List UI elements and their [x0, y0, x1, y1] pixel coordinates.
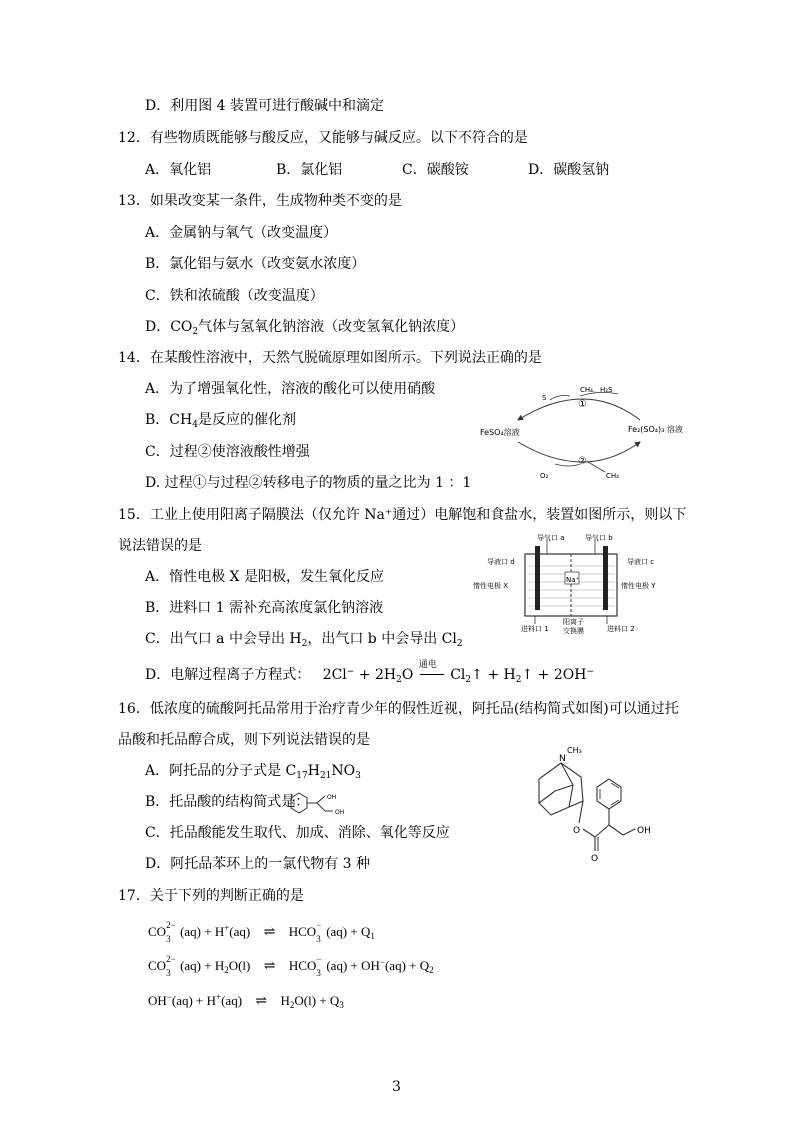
membrane-label-2: 交换膜 [563, 627, 584, 635]
outlet-b-label: 导气口 b [585, 534, 613, 542]
q11-option-d: D．利用图 4 装置可进行酸碱中和滴定 [145, 98, 385, 114]
q15-option-d: D．电解过程离子方程式： $2Cl^- + 2H_2O$ 通电 $Cl_2↑$ + $H_2↑ + 2OH^-$ [145, 663, 594, 689]
step2-label: ② [578, 456, 587, 467]
q15-option-a: A．惰性电极 X 是阳极，发生氧化反应 [145, 569, 384, 585]
electrolysis-condition: 通电 [418, 660, 437, 670]
top-reactants: CH₄、H₂S [580, 386, 613, 394]
q14-option-a: A．为了增强氧化性，溶液的酸化可以使用硝酸 [145, 381, 436, 397]
atropine-n: N [559, 754, 566, 764]
q16-option-d: D．阿托品苯环上的一氯代物有 3 种 [145, 856, 371, 872]
equilibrium-arrow: ⇌ [263, 959, 276, 974]
q13-stem: 13．如果改变某一条件，生成物种类不变的是 [118, 193, 402, 209]
q16-stem-line1: 16．低浓度的硫酸阿托品常用于治疗青少年的假性近视，阿托品(结构简式如图)可以通过托 [118, 701, 679, 717]
bottom-right-curve [588, 462, 605, 472]
tropic-acid-structure [283, 786, 363, 822]
equilibrium-arrow: ⇌ [263, 925, 276, 940]
left-species: FeSO₄溶液 [480, 428, 520, 437]
q17-equation-3: OH−(aq) + H+(aq) ⇌ $H_2O(l) + Q_3$ [148, 992, 344, 1010]
liquid-outlet-c-label: 导液口 c [627, 558, 655, 566]
desulfurization-cycle-diagram [480, 380, 690, 480]
q14-option-d: D. 过程①与过程②转移电子的物质的量之比为 1 ：1 [145, 475, 472, 491]
tropic-acid-oh-2: OH [335, 809, 345, 816]
q14-option-b: B．$CH_4$是反应的催化剂 [145, 412, 296, 430]
q13-option-a: A．金属钠与氧气（改变温度） [145, 225, 338, 241]
membrane-label-1: 阳离子 [563, 618, 584, 626]
q13-option-b: B．氯化铝与氨水（改变氨水浓度） [145, 256, 366, 272]
q12-option-c: C．碳酸铵 [402, 162, 469, 178]
q16-option-c: C．托品酸能发生取代、加成、消除、氧化等反应 [145, 825, 450, 841]
outlet-a-label: 导气口 a [537, 534, 565, 542]
q17-equation-2: CO 2− 3 $(aq) + H_2O(l)$ ⇌ HCO − 3 $(aq) + OH^-(aq) + Q_2$ [148, 954, 434, 978]
page-number: 3 [392, 1079, 401, 1095]
atropine-oh: OH [637, 826, 651, 836]
q16-option-b: B．托品酸的结构简式是： [145, 794, 310, 810]
atropine-ch3: CH₃ [567, 746, 582, 755]
inlet-1-label: 进料口 1 [521, 625, 549, 633]
q15-option-b: B．进料口 1 需补充高浓度氯化钠溶液 [145, 600, 384, 616]
q14-stem: 14．在某酸性溶液中，天然气脱硫原理如图所示。下列说法正确的是 [118, 350, 542, 366]
electrode-y-label: 惰性电极 Y [621, 582, 656, 590]
q14-option-c: C．过程②使溶液酸性增强 [145, 444, 310, 460]
electrode-x [535, 546, 540, 610]
right-species: Fe₂(SO₄)₃ 溶液 [628, 425, 683, 434]
liquid-outlet-d-label: 导液口 d [487, 558, 515, 566]
sodium-ion: Na⁺ [566, 576, 580, 584]
q12-option-a: A．氧化铝 [145, 162, 212, 178]
q16-option-a: A．阿托品的分子式是 $C_{17}H_{21}NO_3$ [145, 763, 361, 781]
atropine-ester-o: O [573, 826, 581, 836]
q15-option-c: C．出气口 a 中会导出 $H_2$，出气口 b 中会导出 $Cl_2$ [145, 631, 463, 649]
q13-option-c: C．铁和浓硫酸（改变温度） [145, 288, 324, 304]
top-left-curve [550, 396, 570, 401]
electrode-x-label: 惰性电极 X [473, 582, 509, 590]
q17-equation-1: CO 2− 3 (aq) + H+(aq) ⇌ HCO − 3 $(aq) + Q_1$ [148, 920, 375, 944]
electrolysis-cell-diagram [473, 532, 687, 636]
bottom-reactant: O₂ [540, 472, 549, 480]
bottom-product: CH₄ [606, 472, 619, 480]
q15-stem-line1: 15．工业上使用阳离子隔膜法（仅允许 Na⁺通过）电解饱和食盐水，装置如图所示，则以下 [118, 507, 687, 523]
q12-option-b: B．氯化铝 [276, 162, 343, 178]
step1-label: ① [578, 399, 587, 410]
q16-stem-line2: 品酸和托品醇合成，则下列说法错误的是 [118, 732, 370, 748]
tropic-acid-oh-1: OH [327, 794, 337, 801]
inlet-2-label: 进料口 2 [607, 625, 635, 633]
q17-stem: 17．关于下列的判断正确的是 [118, 888, 304, 904]
equilibrium-arrow: ⇌ [255, 994, 268, 1009]
bottom-left-curve [555, 464, 580, 466]
atropine-structure [525, 745, 675, 863]
q15-stem-line2: 说法错误的是 [118, 538, 202, 554]
atropine-carbonyl-o: O [591, 854, 599, 864]
q12-stem: 12．有些物质既能够与酸反应，又能够与碱反应。以下不符合的是 [118, 130, 528, 146]
q12-option-d: D．碳酸氢钠 [528, 162, 610, 178]
electrode-y [603, 546, 608, 610]
top-product: S [542, 394, 547, 402]
q13-option-d: D．$CO_2$气体与氢氧化钠溶液（改变氢氧化钠浓度） [145, 319, 465, 337]
